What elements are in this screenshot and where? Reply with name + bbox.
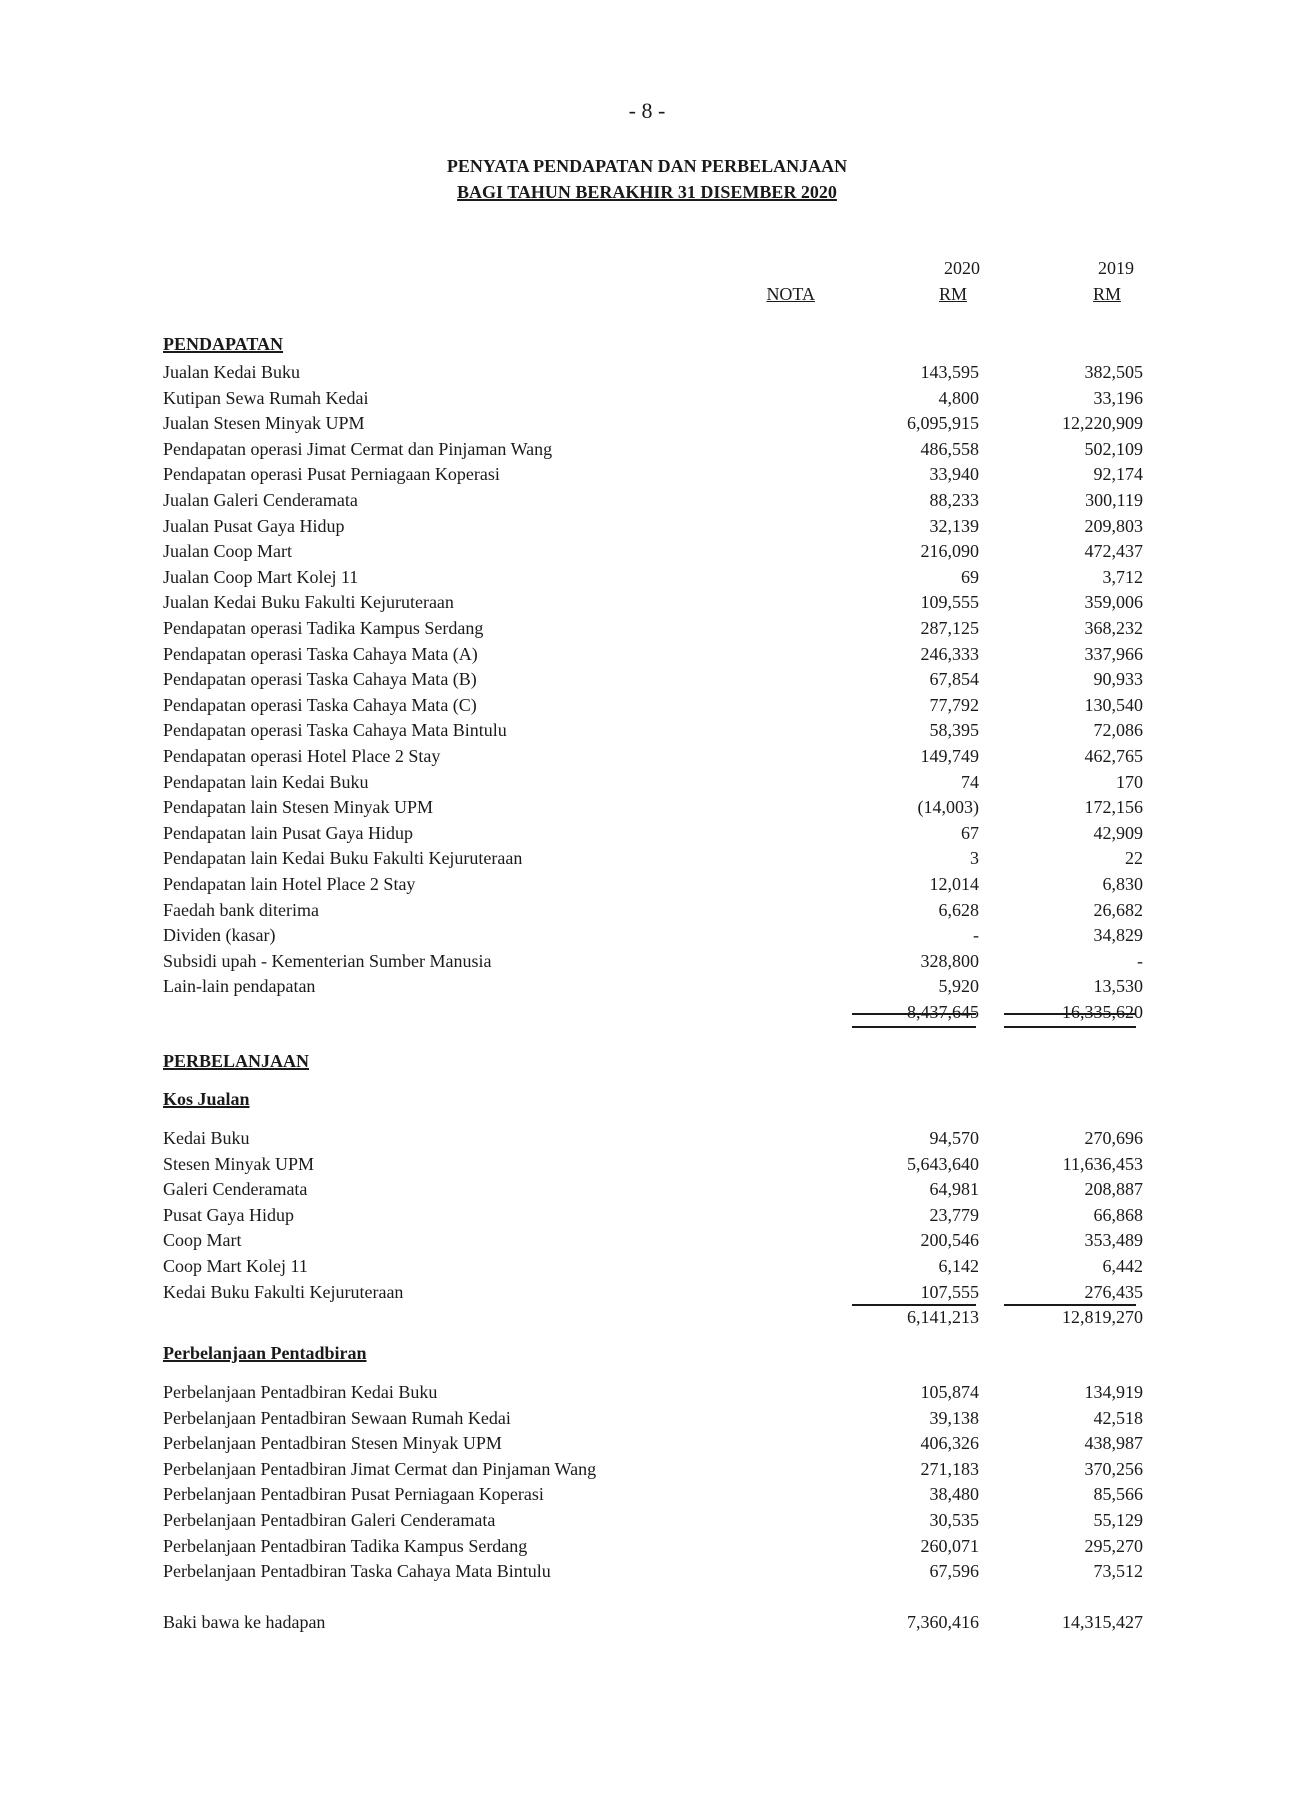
row-label: Pendapatan operasi Jimat Cermat dan Pinjaman Wang xyxy=(163,438,553,459)
column-nota: NOTA xyxy=(766,284,815,304)
value-2020: - xyxy=(973,925,979,946)
row-label: Galeri Cenderamata xyxy=(163,1179,308,1200)
value-2020: 143,595 xyxy=(920,362,979,382)
value-2020: 67 xyxy=(961,822,979,843)
value-2020: 94,570 xyxy=(929,1128,979,1148)
table-row xyxy=(163,693,1143,717)
row-label: Faedah bank diterima xyxy=(163,899,319,920)
value-2019: 382,505 xyxy=(1084,362,1143,382)
row-label: Pendapatan operasi Taska Cahaya Mata (B) xyxy=(163,669,477,690)
table-row xyxy=(163,1228,1143,1252)
value-2020: 406,326 xyxy=(920,1433,979,1454)
value-2019: 6,830 xyxy=(1102,874,1143,894)
table-row xyxy=(163,1559,1143,1583)
table-row xyxy=(163,437,1143,461)
value-2019: 472,437 xyxy=(1084,541,1143,562)
value-2019: 72,086 xyxy=(1093,720,1143,741)
statement-title: PENYATA PENDAPATAN DAN PERBELANJAAN xyxy=(446,156,848,176)
table-row xyxy=(163,1380,1143,1404)
table-row xyxy=(163,590,1143,614)
row-label: Jualan Galeri Cenderamata xyxy=(163,490,358,510)
value-2020: 6,142 xyxy=(938,1256,979,1276)
value-2020: 69 xyxy=(961,566,979,587)
value-2020: 67,854 xyxy=(929,669,979,690)
table-row xyxy=(163,488,1143,512)
row-label: Pendapatan operasi Taska Cahaya Mata (A) xyxy=(163,643,478,664)
value-2020: 216,090 xyxy=(920,541,979,562)
row-label: Pendapatan lain Kedai Buku Fakulti Kejuruteraan xyxy=(163,848,523,869)
table-row xyxy=(163,386,1143,410)
table-row xyxy=(163,1508,1143,1532)
value-2019: 337,966 xyxy=(1084,643,1143,664)
table-row xyxy=(163,1280,1143,1304)
value-2020: 200,546 xyxy=(920,1230,979,1251)
table-row xyxy=(163,872,1143,896)
baki-row xyxy=(163,1610,1143,1634)
value-2020: 5,920 xyxy=(938,976,979,997)
row-label: Perbelanjaan Pentadbiran Kedai Buku xyxy=(163,1382,438,1402)
value-2019: 66,868 xyxy=(1093,1204,1143,1225)
value-2020: 7,360,416 xyxy=(907,1612,979,1632)
value-2020: 12,014 xyxy=(929,874,979,894)
value-2019: 270,696 xyxy=(1084,1128,1143,1148)
value-2019: 33,196 xyxy=(1093,387,1143,408)
row-label: Subsidi upah - Kementerian Sumber Manusia xyxy=(163,950,492,971)
table-row xyxy=(163,616,1143,640)
table-row xyxy=(163,1152,1143,1176)
column-year-2020: 2020 xyxy=(944,258,980,278)
row-label: Perbelanjaan Pentadbiran Jimat Cermat dan Pinjaman Wang xyxy=(163,1458,597,1479)
table-row xyxy=(163,1126,1143,1150)
value-2020: 271,183 xyxy=(920,1458,979,1479)
value-2020: 105,874 xyxy=(920,1382,979,1402)
table-row xyxy=(163,1203,1143,1227)
row-label: Pendapatan lain Pusat Gaya Hidup xyxy=(163,822,413,843)
value-2019: 209,803 xyxy=(1084,515,1143,536)
table-row xyxy=(163,565,1143,589)
page-number: - 8 - xyxy=(628,98,666,123)
row-label: Perbelanjaan Pentadbiran Tadika Kampus Serdang xyxy=(163,1535,528,1556)
table-row xyxy=(163,949,1143,973)
value-2019: 55,129 xyxy=(1093,1510,1143,1530)
value-2020: 30,535 xyxy=(929,1510,979,1530)
table-row xyxy=(163,360,1143,384)
value-2019: 11,636,453 xyxy=(1062,1153,1143,1174)
row-label: Pendapatan operasi Pusat Perniagaan Koperasi xyxy=(163,464,500,485)
table-row xyxy=(163,923,1143,947)
statement-subtitle xyxy=(0,182,1294,203)
row-label: Pendapatan operasi Taska Cahaya Mata (C) xyxy=(163,694,477,715)
value-2019: 353,489 xyxy=(1084,1230,1143,1251)
value-2019: - xyxy=(1137,950,1143,971)
value-2019: 438,987 xyxy=(1084,1433,1143,1454)
table-row xyxy=(163,514,1143,538)
pendapatan-total-row xyxy=(163,1000,1143,1024)
subsection-heading-pentadbiran: Perbelanjaan Pentadbiran xyxy=(163,1343,367,1363)
value-2019: 14,315,427 xyxy=(1062,1612,1143,1632)
value-2020: 486,558 xyxy=(920,438,979,459)
value-2019: 85,566 xyxy=(1093,1484,1143,1505)
row-label: Pendapatan lain Kedai Buku xyxy=(163,771,369,792)
row-label: Pusat Gaya Hidup xyxy=(163,1204,294,1225)
value-2019: 370,256 xyxy=(1084,1458,1143,1479)
value-2019: 12,220,909 xyxy=(1062,413,1143,434)
row-label: Perbelanjaan Pentadbiran Galeri Cenderamata xyxy=(163,1510,496,1530)
value-2019: 22 xyxy=(1125,848,1143,869)
row-label: Pendapatan lain Hotel Place 2 Stay xyxy=(163,874,416,894)
value-2020: (14,003) xyxy=(917,797,979,818)
table-row xyxy=(163,1482,1143,1506)
value-2019: 42,518 xyxy=(1093,1407,1143,1428)
table-row xyxy=(163,718,1143,742)
row-label: Jualan Coop Mart xyxy=(163,541,292,562)
table-row xyxy=(163,846,1143,870)
section-heading-perbelanjaan: PERBELANJAAN xyxy=(163,1051,310,1071)
total-2020: 8,437,645 xyxy=(907,1002,979,1022)
table-row xyxy=(163,462,1143,486)
table-row xyxy=(163,642,1143,666)
value-2019: 208,887 xyxy=(1084,1179,1143,1200)
row-label: Jualan Stesen Minyak UPM xyxy=(163,413,365,434)
table-row xyxy=(163,821,1143,845)
column-year-2019: 2019 xyxy=(1098,258,1134,278)
table-row xyxy=(163,539,1143,563)
column-unit-2020 xyxy=(847,284,967,305)
row-label: Pendapatan operasi Hotel Place 2 Stay xyxy=(163,746,441,766)
value-2019: 359,006 xyxy=(1084,592,1143,613)
value-2020: 4,800 xyxy=(938,387,979,408)
value-2020: 88,233 xyxy=(929,490,979,510)
value-2020: 67,596 xyxy=(929,1561,979,1582)
value-2020: 39,138 xyxy=(929,1407,979,1428)
row-label: Coop Mart xyxy=(163,1230,242,1251)
value-2019: 172,156 xyxy=(1084,797,1143,818)
value-2020: 287,125 xyxy=(920,618,979,638)
subsection-heading-kos-jualan: Kos Jualan xyxy=(163,1089,250,1109)
value-2020: 107,555 xyxy=(920,1281,979,1302)
value-2019: 13,530 xyxy=(1093,976,1143,997)
value-2020: 6,628 xyxy=(938,899,979,920)
section-heading-pendapatan: PENDAPATAN xyxy=(163,334,283,354)
value-2019: 300,119 xyxy=(1085,490,1143,510)
value-2020: 5,643,640 xyxy=(907,1153,979,1174)
value-2020: 32,139 xyxy=(929,515,979,536)
total-2019: 16,335,620 xyxy=(1062,1002,1143,1022)
table-row xyxy=(163,1406,1143,1430)
row-label: Pendapatan operasi Tadika Kampus Serdang xyxy=(163,618,484,638)
total-rule xyxy=(1004,1026,1136,1028)
value-2020: 74 xyxy=(961,771,979,792)
value-2020: 23,779 xyxy=(929,1204,979,1225)
table-row xyxy=(163,411,1143,435)
row-label: Jualan Coop Mart Kolej 11 xyxy=(163,566,359,587)
row-label: Kedai Buku xyxy=(163,1128,250,1148)
value-2019: 92,174 xyxy=(1093,464,1143,485)
row-label: Jualan Pusat Gaya Hidup xyxy=(163,515,345,536)
unit-label: RM xyxy=(1092,284,1121,304)
value-2020: 64,981 xyxy=(929,1179,979,1200)
value-2019: 90,933 xyxy=(1093,669,1143,690)
statement-period: BAGI TAHUN BERAKHIR 31 DISEMBER 2020 xyxy=(457,182,837,202)
row-label: Jualan Kedai Buku Fakulti Kejuruteraan xyxy=(163,592,454,613)
value-2020: 3 xyxy=(970,848,979,869)
value-2020: 58,395 xyxy=(929,720,979,741)
value-2020: 149,749 xyxy=(920,746,979,766)
value-2020: 33,940 xyxy=(929,464,979,485)
row-label: Perbelanjaan Pentadbiran Pusat Perniagaan Koperasi xyxy=(163,1484,544,1505)
table-row xyxy=(163,1431,1143,1455)
value-2019: 130,540 xyxy=(1084,694,1143,715)
table-row xyxy=(163,770,1143,794)
value-2019: 462,765 xyxy=(1084,746,1143,766)
value-2019: 134,919 xyxy=(1084,1382,1143,1402)
value-2020: 246,333 xyxy=(920,643,979,664)
value-2019: 170 xyxy=(1116,771,1143,792)
value-2020: 328,800 xyxy=(920,950,979,971)
total-rule xyxy=(852,1026,976,1028)
row-label: Coop Mart Kolej 11 xyxy=(163,1256,308,1276)
total-2019: 12,819,270 xyxy=(1062,1307,1143,1327)
row-label: Perbelanjaan Pentadbiran Sewaan Rumah Kedai xyxy=(163,1407,511,1428)
table-row xyxy=(163,898,1143,922)
row-label: Baki bawa ke hadapan xyxy=(163,1612,326,1632)
value-2020: 6,095,915 xyxy=(907,413,979,434)
value-2019: 26,682 xyxy=(1093,899,1143,920)
table-row xyxy=(163,795,1143,819)
value-2019: 6,442 xyxy=(1102,1256,1143,1276)
value-2019: 34,829 xyxy=(1093,925,1143,946)
total-2020: 6,141,213 xyxy=(907,1307,979,1327)
row-label: Kedai Buku Fakulti Kejuruteraan xyxy=(163,1281,404,1302)
row-label: Lain-lain pendapatan xyxy=(163,976,316,997)
value-2019: 276,435 xyxy=(1084,1281,1143,1302)
unit-label: RM xyxy=(938,284,967,304)
row-label: Pendapatan lain Stesen Minyak UPM xyxy=(163,797,433,818)
row-label: Stesen Minyak UPM xyxy=(163,1153,315,1174)
row-label: Perbelanjaan Pentadbiran Taska Cahaya Mata Bintulu xyxy=(163,1561,551,1582)
value-2019: 73,512 xyxy=(1093,1561,1143,1582)
value-2019: 502,109 xyxy=(1084,438,1143,459)
row-label: Jualan Kedai Buku xyxy=(163,362,300,382)
value-2020: 77,792 xyxy=(929,694,979,715)
row-label: Perbelanjaan Pentadbiran Stesen Minyak UPM xyxy=(163,1433,502,1454)
table-row xyxy=(163,1254,1143,1278)
row-label: Kutipan Sewa Rumah Kedai xyxy=(163,387,369,408)
table-row xyxy=(163,974,1143,998)
value-2019: 295,270 xyxy=(1084,1535,1143,1556)
row-label: Dividen (kasar) xyxy=(163,925,276,946)
value-2020: 260,071 xyxy=(920,1535,979,1556)
value-2019: 42,909 xyxy=(1093,822,1143,843)
table-row xyxy=(163,667,1143,691)
kos-jualan-total-row xyxy=(163,1305,1143,1329)
table-row xyxy=(163,1534,1143,1558)
value-2019: 368,232 xyxy=(1084,618,1143,638)
table-row xyxy=(163,744,1143,768)
column-unit-2019 xyxy=(1001,284,1121,305)
table-row xyxy=(163,1457,1143,1481)
value-2020: 38,480 xyxy=(929,1484,979,1505)
value-2019: 3,712 xyxy=(1102,566,1143,587)
row-label: Pendapatan operasi Taska Cahaya Mata Bintulu xyxy=(163,720,507,741)
value-2020: 109,555 xyxy=(920,592,979,613)
table-row xyxy=(163,1177,1143,1201)
